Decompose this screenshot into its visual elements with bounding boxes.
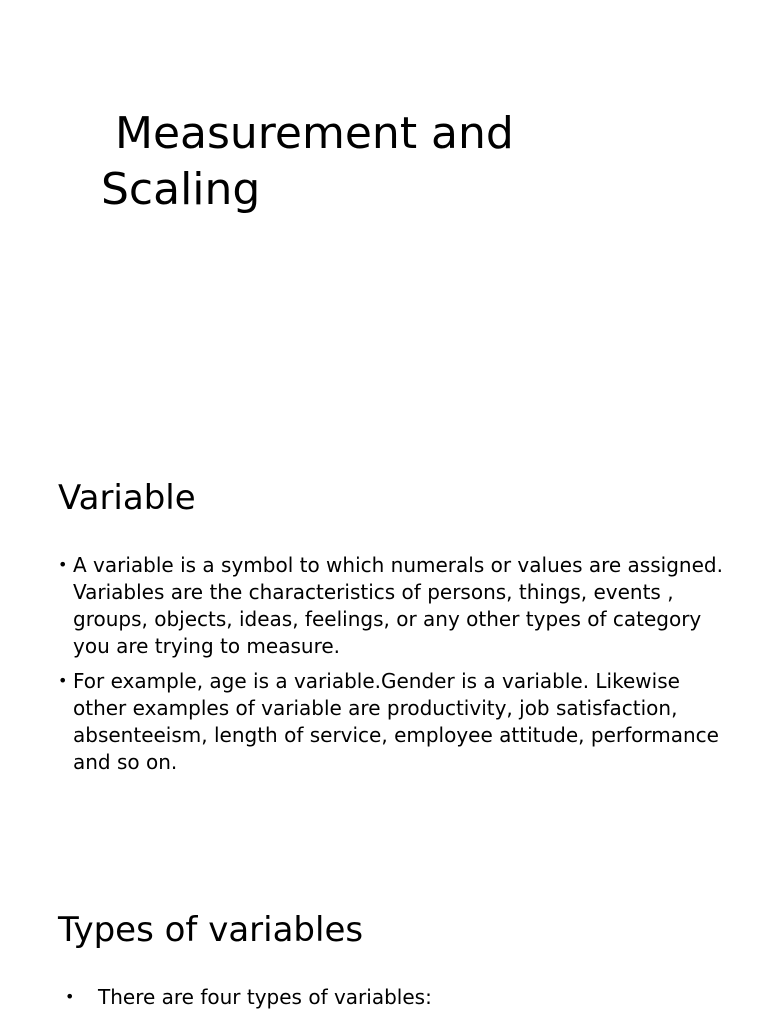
bullet-text: There are four types of variables: xyxy=(98,985,432,1009)
bullet-icon: • xyxy=(65,987,75,1006)
types-bullet-list xyxy=(58,984,738,1019)
list-item xyxy=(58,668,738,776)
list-item xyxy=(58,984,738,1011)
page-title: Measurement and Scaling xyxy=(101,108,514,215)
bullet-text: For example, age is a variable.Gender is a variable. Likewise other examples of variable are productivity, job satisfaction, absenteeism, length of service, employee attitude, performance and so on. xyxy=(73,669,719,774)
bullet-icon: • xyxy=(58,671,68,690)
bullet-icon: • xyxy=(58,555,68,574)
section-heading-types: Types of variables xyxy=(58,910,364,950)
section-heading-variable: Variable xyxy=(58,478,196,518)
variable-bullet-list xyxy=(58,552,738,784)
list-item xyxy=(58,552,738,660)
bullet-text: A variable is a symbol to which numerals or values are assigned. Variables are the characteristics of persons, things, events , groups, objects, ideas, feelings, or any other types of category you are trying to measure. xyxy=(73,553,723,658)
